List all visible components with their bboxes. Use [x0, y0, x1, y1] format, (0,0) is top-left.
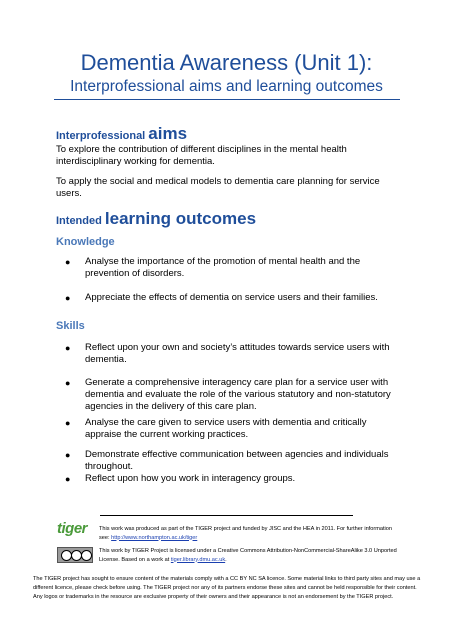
tiger-library-link[interactable]: tiger.library.dmu.ac.uk [170, 556, 226, 563]
aims-paragraph-1: To explore the contribution of different disciplines in the mental health interdisciplinary working for dementia. [56, 144, 347, 167]
bullet-icon: ● [65, 418, 71, 428]
skills-list-item: ● Generate a comprehensive interagency care plan for a service user with dementia and evaluate the role of the various statutory and non-statutory agencies in the delivery of this care plan. [65, 377, 391, 412]
footer-divider [100, 515, 353, 516]
skills-list-item: ● Reflect upon how you work in interagency groups. [65, 473, 296, 484]
tiger-project-link[interactable]: http://www.northampton.ac.uk/tiger [111, 534, 198, 541]
outcomes-heading-prefix: Intended [56, 215, 105, 227]
skills-list-item: ● Demonstrate effective communication between agencies and individuals throughout. [65, 449, 389, 472]
tiger-logo: tiger [57, 520, 88, 537]
knowledge-subheading: Knowledge [56, 236, 115, 248]
bullet-icon: ● [65, 474, 71, 484]
bullet-icon: ● [65, 378, 71, 388]
aims-heading [56, 124, 187, 144]
bullet-icon: ● [65, 343, 71, 353]
outcomes-heading [56, 209, 256, 229]
bullet-icon: ● [65, 450, 71, 460]
funding-notice: This work was produced as part of the TIGER project and funded by JISC and the HEA in 2011. For further information see: http://www.northampton.ac.uk/tiger [99, 526, 392, 541]
creative-commons-badge-icon[interactable] [57, 547, 93, 563]
skills-subheading: Skills [56, 320, 85, 332]
skills-list-item: ● Reflect upon your own and society’s attitudes towards service users with dementia. [65, 342, 390, 365]
title-divider [54, 99, 400, 100]
knowledge-list-item: ● Analyse the importance of the promotion of mental health and the prevention of disorders. [65, 256, 361, 279]
skills-list-item: ● Analyse the care given to service users with dementia and critically appraise the current working practices. [65, 417, 367, 440]
disclaimer-text: The TIGER project has sought to ensure content of the materials comply with a CC BY NC SA licence. Some material links to third party sites and may use a different licence, please check before using. The TIGER project nor any of its partners endorse these sites and cannot be held responsible for their content. Any logos or trademarks in the resource are exclusive property of their owners and their appearance is not an endorsement by the TIGER project. [33, 576, 421, 600]
bullet-icon: ● [65, 257, 71, 267]
page-subtitle: Interprofessional aims and learning outcomes [70, 78, 383, 95]
outcomes-heading-emphasis: learning outcomes [104, 209, 257, 228]
page-title: Dementia Awareness (Unit 1): [80, 50, 373, 75]
aims-paragraph-2: To apply the social and medical models to dementia care planning for service users. [56, 176, 380, 199]
bullet-icon: ● [65, 293, 71, 303]
aims-heading-prefix: Interprofessional [56, 130, 149, 142]
aims-heading-emphasis: aims [148, 124, 188, 143]
license-notice: This work by TIGER Project is licensed under a Creative Commons Attribution-NonCommercial-ShareAlike 3.0 Unported License. Based on a work at tiger.library.dmu.ac.uk. [99, 548, 397, 563]
knowledge-list-item: ● Appreciate the effects of dementia on service users and their families. [65, 292, 378, 303]
